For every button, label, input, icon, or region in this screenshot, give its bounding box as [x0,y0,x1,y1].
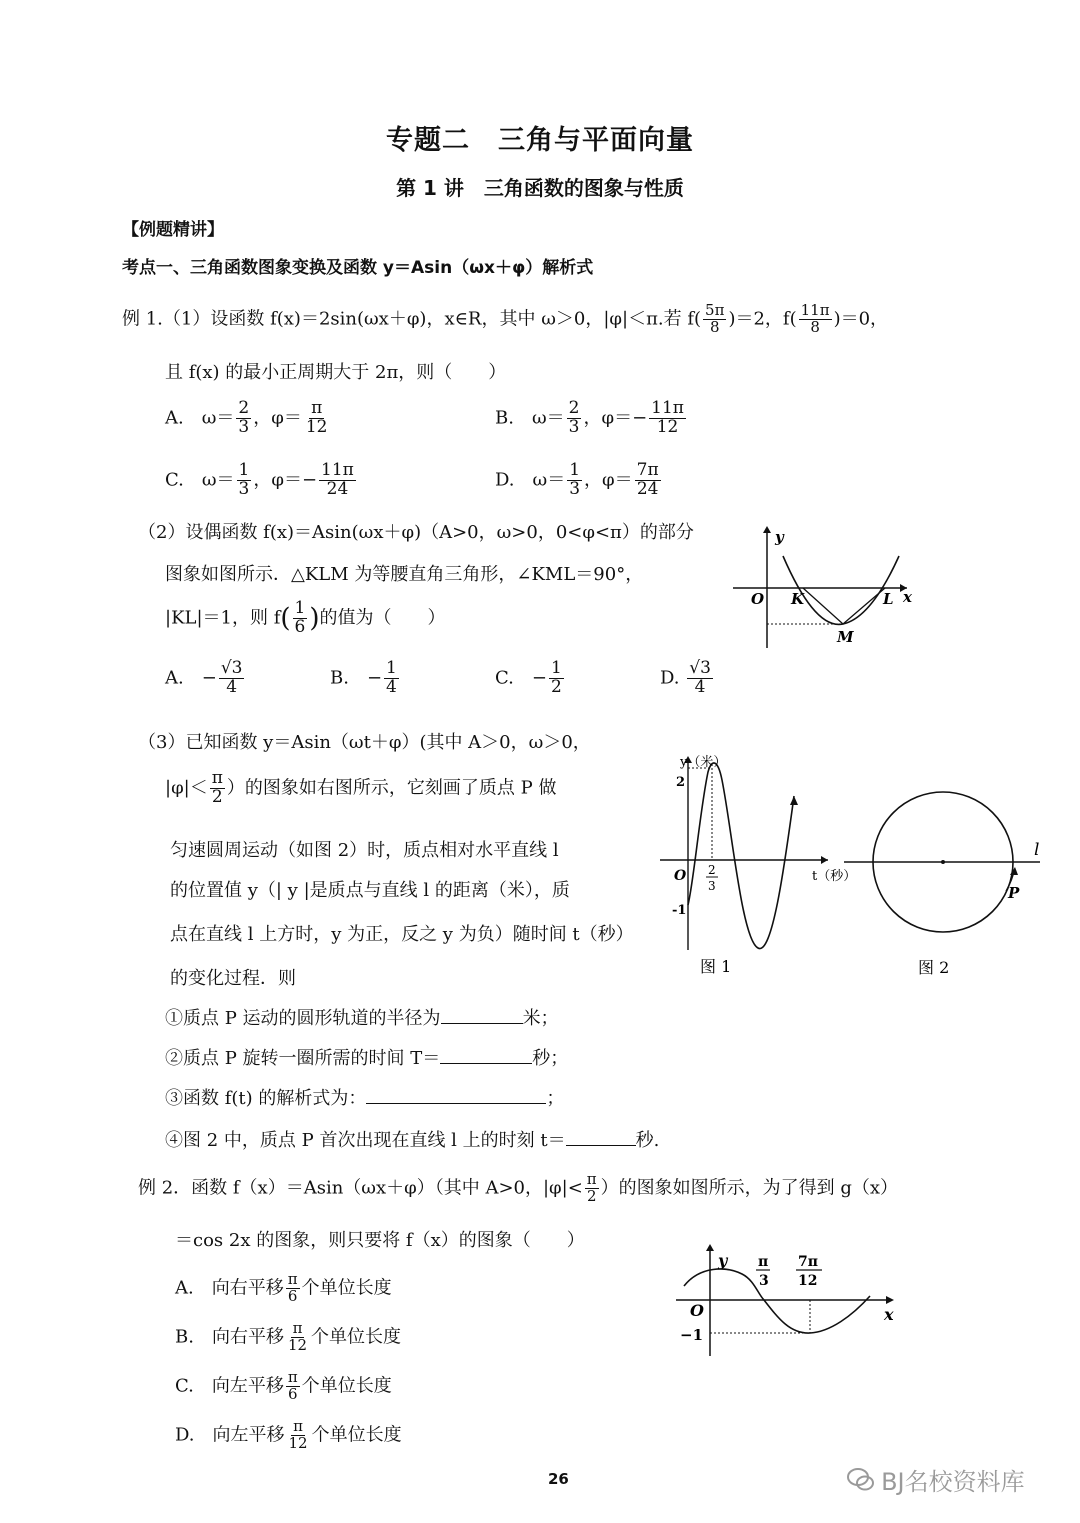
paren-left: ( [280,603,291,634]
ex1-p3-line6: 的变化过程．则 [170,968,296,989]
frac-num: 7π [636,460,659,480]
fraction [567,400,582,437]
fraction [236,400,251,437]
text: C. 向左平移 [175,1375,284,1397]
l-label: L [883,590,894,608]
topic-heading: 考点一、三角函数图象变换及函数 y＝Asin（ωx＋φ）解析式 [122,258,594,278]
text: ③函数 f(t) 的解析式为： [165,1088,367,1109]
ex1-p2-line2: 图象如图所示．△KLM 为等腰直角三角形，∠KML＝90°， [165,564,644,585]
figure1-caption: 图 1 [700,957,732,976]
ex1-p3-line5: 点在直线 l 上方时，y 为正，反之 y 为负）随时间 t（秒） [170,924,634,945]
text: |KL|＝1，则 f [165,607,281,629]
text: 个单位长度 [301,1277,392,1299]
text: 秒； [532,1048,569,1069]
triangle-klm [803,588,885,624]
ex1-p1-option-b [495,400,688,437]
ex2-option-a [175,1272,392,1305]
motion-arrowhead [1010,867,1018,875]
x-label: x [903,588,912,606]
page-title: 专题二 三角与平面向量 [386,125,694,156]
circle-center [941,860,945,864]
fraction [286,1321,309,1354]
ex2-option-b [175,1321,401,1354]
text: ①质点 P 运动的圆形轨道的半径为 [165,1008,441,1029]
frac-num: 1 [550,658,562,678]
ex2-line1 [138,1172,898,1205]
ex1-p3-q2 [165,1044,568,1070]
frac-num: π [287,1368,298,1386]
opt-text: D. [660,667,680,689]
ex2-option-c [175,1370,392,1403]
figure2-caption: 图 2 [918,958,950,977]
opt-text: B. − [330,667,383,689]
text: ②质点 P 旋转一圈所需的时间 T＝ [165,1048,441,1069]
frac-num: π [211,768,223,788]
text: ）的图象如右图所示，它刻画了质点 P 做 [226,777,557,799]
fraction [237,462,252,499]
frac-den: 4 [386,676,397,697]
p-label: P [1008,884,1020,902]
fraction [687,660,713,697]
frac-num: π [311,398,323,418]
opt-text: C. ω＝ [165,469,235,491]
frac-den: 6 [294,616,306,637]
fraction [210,770,225,807]
fraction [219,660,245,697]
ex1-p1-option-d [495,462,663,499]
frac-den: 6 [288,1384,298,1403]
curve-arrow [790,796,798,805]
frac-den: 24 [636,478,659,499]
y-label: y [718,1251,728,1270]
wechat-icon [846,1465,876,1495]
text: |φ|＜ [165,777,208,799]
frac-den: 12 [287,1335,308,1354]
watermark [846,1462,1025,1497]
frac-num: 5π [705,301,725,319]
frac-den: 12 [305,416,328,437]
fraction [293,600,308,637]
frac-den: 3 [568,416,580,437]
ex1-p3-q3 [165,1084,564,1110]
opt-text: ，φ＝ [584,469,633,491]
frac-den: 3 [238,416,250,437]
frac-num: π [287,1270,298,1288]
paren-right: ) [309,603,320,634]
frac-num: π [293,1417,303,1435]
opt-text: A. − [165,667,217,689]
ex1-p1-line2: 且 f(x) 的最小正周期大于 2π，则（ ） [165,362,507,383]
curve [684,1269,870,1333]
text: D. 向左平移 [175,1424,285,1446]
fraction [635,462,661,499]
ex1-p1-line1 [122,303,888,336]
text: 的值为（ ） [319,607,446,629]
t-axis-label: t（秒） [812,869,857,884]
frac-den: 8 [810,317,820,336]
text: ④图 2 中，质点 P 首次出现在直线 l 上的时刻 t＝ [165,1130,566,1151]
y-axis-arrow [763,526,771,533]
text: 个单位长度 [301,1375,392,1397]
ex1-p1-text-a: 设函数 f(x)＝2sin(ωx＋φ)，x∈R，其中 ω＞0，|φ|＜π.若 f( [210,308,702,330]
ex1-p3-line2 [165,770,556,807]
y-axis-arrow [706,1244,714,1251]
origin-label: O [751,590,765,608]
frac-den: 24 [326,478,349,499]
tick-2: 2 [676,775,686,790]
frac-den: 8 [709,317,720,336]
opt-text: B. ω＝ [495,407,565,429]
section-tag: 【例题精讲】 [122,220,224,240]
ex2-figure [670,1240,910,1360]
fraction [567,462,582,499]
tick-num: 2 [708,863,716,877]
x-axis-arrow [886,1296,894,1304]
sine-curve [688,763,794,949]
frac-den: 2 [550,676,562,697]
text: 米； [522,1008,559,1029]
text: 个单位长度 [311,1326,402,1348]
ex2-line2: ＝cos 2x 的图象，则只要将 f（x）的图象（ ） [175,1230,585,1251]
ex1-p2-line1: （2）设偶函数 f(x)＝Asin(ωx＋φ)（A>0，ω>0，0<φ<π）的部分 [138,522,694,543]
fraction [585,1172,599,1205]
answer-blank[interactable] [440,1062,532,1064]
opt-text: ，φ＝− [253,469,318,491]
l-label: l [1034,840,1040,860]
watermark-text: BJ名校资料库 [881,1468,1025,1496]
frac-num: √3 [220,658,243,678]
text: ）的图象如图所示，为了得到 g（x） [600,1177,899,1199]
frac-num: 2 [238,398,250,418]
fraction [799,303,832,336]
tick-minus1: -1 [672,903,687,918]
tick-minus1: −1 [680,1326,704,1344]
answer-blank[interactable] [566,1144,636,1146]
frac-num: 1 [294,598,306,618]
opt-text: ，φ＝− [583,407,648,429]
frac-num: √3 [689,658,711,678]
frac-den: 12 [656,416,679,437]
ex1-p1-option-c [165,462,358,499]
ex1-p3-q4 [165,1126,659,1152]
text: B. 向右平移 [175,1326,284,1348]
ex1-label: 例 1.（1） [122,308,211,330]
fraction [549,660,564,697]
ex1-p2-figure [725,520,925,650]
frac-den: 3 [569,478,581,499]
t-axis-arrow [821,856,828,864]
fraction [319,462,356,499]
fraction [384,660,399,697]
ex1-p3-figure2 [840,785,1060,985]
m-label: M [837,628,854,646]
ex1-p2-option-a [165,660,246,697]
ex1-p3-q1 [165,1004,559,1030]
fraction [286,1370,300,1403]
ex1-p2-option-b [330,660,401,697]
ex1-p1-text-b: )＝2，f( [728,308,797,330]
ex1-p3-line4: 的位置值 y（| y |是质点与直线 l 的距离（米），质 [170,880,570,901]
pi712-den: 12 [798,1273,818,1289]
frac-num: 11π [651,398,684,418]
frac-den: 4 [226,676,238,697]
ex1-p2-line3 [165,600,446,637]
frac-num: 2 [568,398,580,418]
frac-num: π [292,1319,303,1337]
frac-num: 11π [321,460,354,480]
x-label: x [884,1305,894,1324]
frac-den: 12 [288,1433,308,1452]
y-label: y [775,528,784,546]
frac-num: π [586,1170,597,1188]
frac-num: 1 [386,658,397,678]
text: A. 向右平移 [175,1277,284,1299]
frac-den: 4 [694,676,706,697]
opt-text: C. − [495,667,547,689]
opt-text: ，φ＝ [253,407,302,429]
text: 例 2．函数 f（x）＝Asin（ωx＋φ）（其中 A>0，|φ|< [138,1177,583,1199]
k-label: K [791,590,805,608]
fraction [286,1272,300,1305]
ex1-p3-line3: 匀速圆周运动（如图 2）时，质点相对水平直线 l [170,840,559,861]
ex1-p3-figure1 [660,750,857,980]
text: 秒. [635,1130,660,1151]
ex1-p1-text-c: )＝0， [833,308,889,330]
pi3-num: π [758,1254,769,1270]
ex1-p1-option-a [165,400,331,437]
opt-text: A. ω＝ [165,407,235,429]
pi712-num: 7π [798,1254,818,1270]
lesson-subtitle: 第 1 讲 三角函数的图象与性质 [396,176,684,200]
ex1-p3-line1: （3）已知函数 y＝Asin（ωt＋φ）(其中 A＞0，ω＞0， [138,732,591,753]
answer-blank[interactable] [441,1022,523,1024]
text: ； [546,1088,565,1109]
pi3-den: 3 [759,1273,769,1289]
opt-text: D. ω＝ [495,469,566,491]
frac-num: 11π [800,301,830,319]
ex2-option-d [175,1419,402,1452]
tick-den: 3 [708,879,716,893]
frac-den: 6 [287,1286,298,1305]
text: 个单位长度 [311,1424,402,1446]
fraction [287,1419,310,1452]
answer-blank[interactable] [366,1102,546,1104]
page-number: 26 [548,1470,569,1488]
fraction [649,400,686,437]
origin-label: O [690,1301,704,1320]
frac-num: 1 [569,460,581,480]
frac-num: 1 [238,460,250,480]
ex1-p2-option-d [660,660,715,697]
y-axis-label: y（米） [680,755,727,770]
origin-label: O [674,868,687,884]
fraction [304,400,330,437]
frac-den: 2 [586,1186,597,1205]
ex1-p2-option-c [495,660,566,697]
frac-den: 2 [211,786,223,807]
frac-den: 3 [238,478,250,499]
fraction [703,303,726,336]
